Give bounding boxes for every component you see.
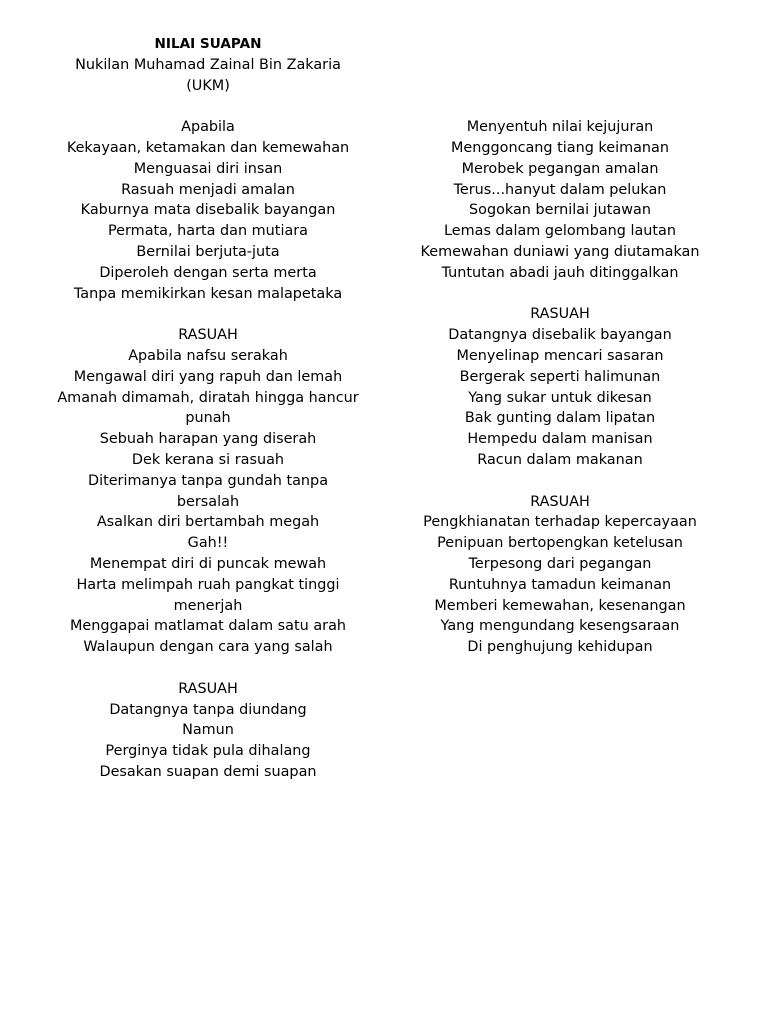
poem-stanza — [404, 304, 716, 470]
poem-line: Diperoleh dengan serta merta — [99, 264, 317, 281]
poem-line: Yang mengundang kesengsaraan — [440, 618, 680, 635]
poem-line: Gah!! — [187, 535, 229, 552]
poem-title: NILAI SUAPAN — [154, 36, 262, 52]
poem-stanza — [50, 679, 366, 783]
poem-line: Menggoncang tiang keimanan — [450, 139, 669, 156]
poem-line: Dek kerana si rasuah — [131, 451, 285, 468]
poem-affiliation: (UKM) — [186, 77, 230, 94]
poem-stanza — [404, 492, 716, 658]
poem-line: Kekayaan, ketamakan dan kemewahan — [66, 139, 350, 156]
stanza-gap — [404, 34, 716, 55]
poem-line: Penipuan bertopengkan ketelusan — [437, 535, 683, 552]
poem-line: Walaupun dengan cara yang salah — [83, 639, 333, 656]
poem-line: Perginya tidak pula dihalang — [105, 743, 311, 760]
poem-line: Amanah dimamah, diratah hingga hancur — [57, 389, 359, 406]
poem-line: Bergerak seperti halimunan — [459, 368, 661, 385]
poem-line: Menyelinap mencari sasaran — [456, 347, 664, 364]
poem-left-column — [50, 34, 366, 783]
poem-line: punah — [185, 410, 231, 427]
poem-line: Sebuah harapan yang diserah — [99, 431, 317, 448]
stanza-gap — [50, 96, 366, 117]
poem-line: Terus...hanyut dalam pelukan — [453, 181, 667, 198]
poem-line: Apabila — [181, 119, 235, 136]
poem-line: Bak gunting dalam lipatan — [464, 410, 656, 427]
poem-stanza — [50, 325, 366, 658]
poem-line: Menggapai matlamat dalam satu arah — [69, 618, 347, 635]
poem-line: Menempat diri di puncak mewah — [89, 555, 327, 572]
poem-line: RASUAH — [178, 327, 238, 344]
left-stanzas — [50, 117, 366, 783]
poem-line: RASUAH — [530, 306, 590, 323]
stanza-gap — [404, 55, 716, 76]
poem-line: Menguasai diri insan — [133, 160, 283, 177]
poem-line: bersalah — [176, 493, 240, 510]
poem-line: Tanpa memikirkan kesan malapetaka — [73, 285, 343, 302]
stanza-gap — [50, 304, 366, 325]
stanza-gap — [404, 471, 716, 492]
poem-line: Terpesong dari pegangan — [468, 555, 652, 572]
poem-line: Diterimanya tanpa gundah tanpa — [87, 472, 329, 489]
poem-line: Di penghujung kehidupan — [467, 639, 653, 656]
poem-line: Pengkhianatan terhadap kepercayaan — [423, 514, 697, 531]
poem-line: Apabila nafsu serakah — [128, 347, 288, 364]
stanza-gap — [50, 658, 366, 679]
stanza-gap — [404, 284, 716, 305]
poem-line: Datangnya tanpa diundang — [109, 701, 307, 718]
poem-line: RASUAH — [178, 680, 238, 697]
poem-line: Merobek pegangan amalan — [461, 160, 659, 177]
poem-line: Sogokan bernilai jutawan — [469, 202, 651, 219]
poem-line: Menyentuh nilai kejujuran — [466, 119, 654, 136]
poem-line: Mengawal diri yang rapuh dan lemah — [73, 368, 343, 385]
poem-line: Kaburnya mata disebalik bayangan — [80, 202, 336, 219]
poem-right-column — [404, 34, 716, 658]
poem-line: Desakan suapan demi suapan — [99, 763, 317, 780]
stanza-gap — [404, 96, 716, 117]
poem-line: Permata, harta dan mutiara — [108, 223, 308, 240]
right-stanzas — [404, 117, 716, 658]
poem-stanza — [404, 117, 716, 283]
poem-line: Runtuhnya tamadun keimanan — [448, 576, 672, 593]
poem-line: Datangnya disebalik bayangan — [448, 327, 672, 344]
poem-line: menerjah — [173, 597, 243, 614]
stanza-gap — [404, 76, 716, 97]
poem-line: Racun dalam makanan — [477, 451, 643, 468]
poem-stanza — [50, 117, 366, 304]
poem-line: Harta melimpah ruah pangkat tinggi — [76, 576, 340, 593]
poem-line: Namun — [182, 722, 234, 739]
poem-line: Hempedu dalam manisan — [467, 431, 653, 448]
poem-line: Bernilai berjuta-juta — [136, 243, 280, 260]
poem-line: Tuntutan abadi jauh ditinggalkan — [441, 264, 679, 281]
poem-line: Lemas dalam gelombang lautan — [444, 223, 676, 240]
poem-line: Rasuah menjadi amalan — [121, 181, 295, 198]
poem-line: Asalkan diri bertambah megah — [96, 514, 320, 531]
poem-line: Yang sukar untuk dikesan — [468, 389, 652, 406]
poem-line: RASUAH — [530, 493, 590, 510]
poem-line: Kemewahan duniawi yang diutamakan — [420, 243, 700, 260]
poem-author: Nukilan Muhamad Zainal Bin Zakaria — [75, 56, 341, 73]
poem-line: Memberi kemewahan, kesenangan — [434, 597, 686, 614]
